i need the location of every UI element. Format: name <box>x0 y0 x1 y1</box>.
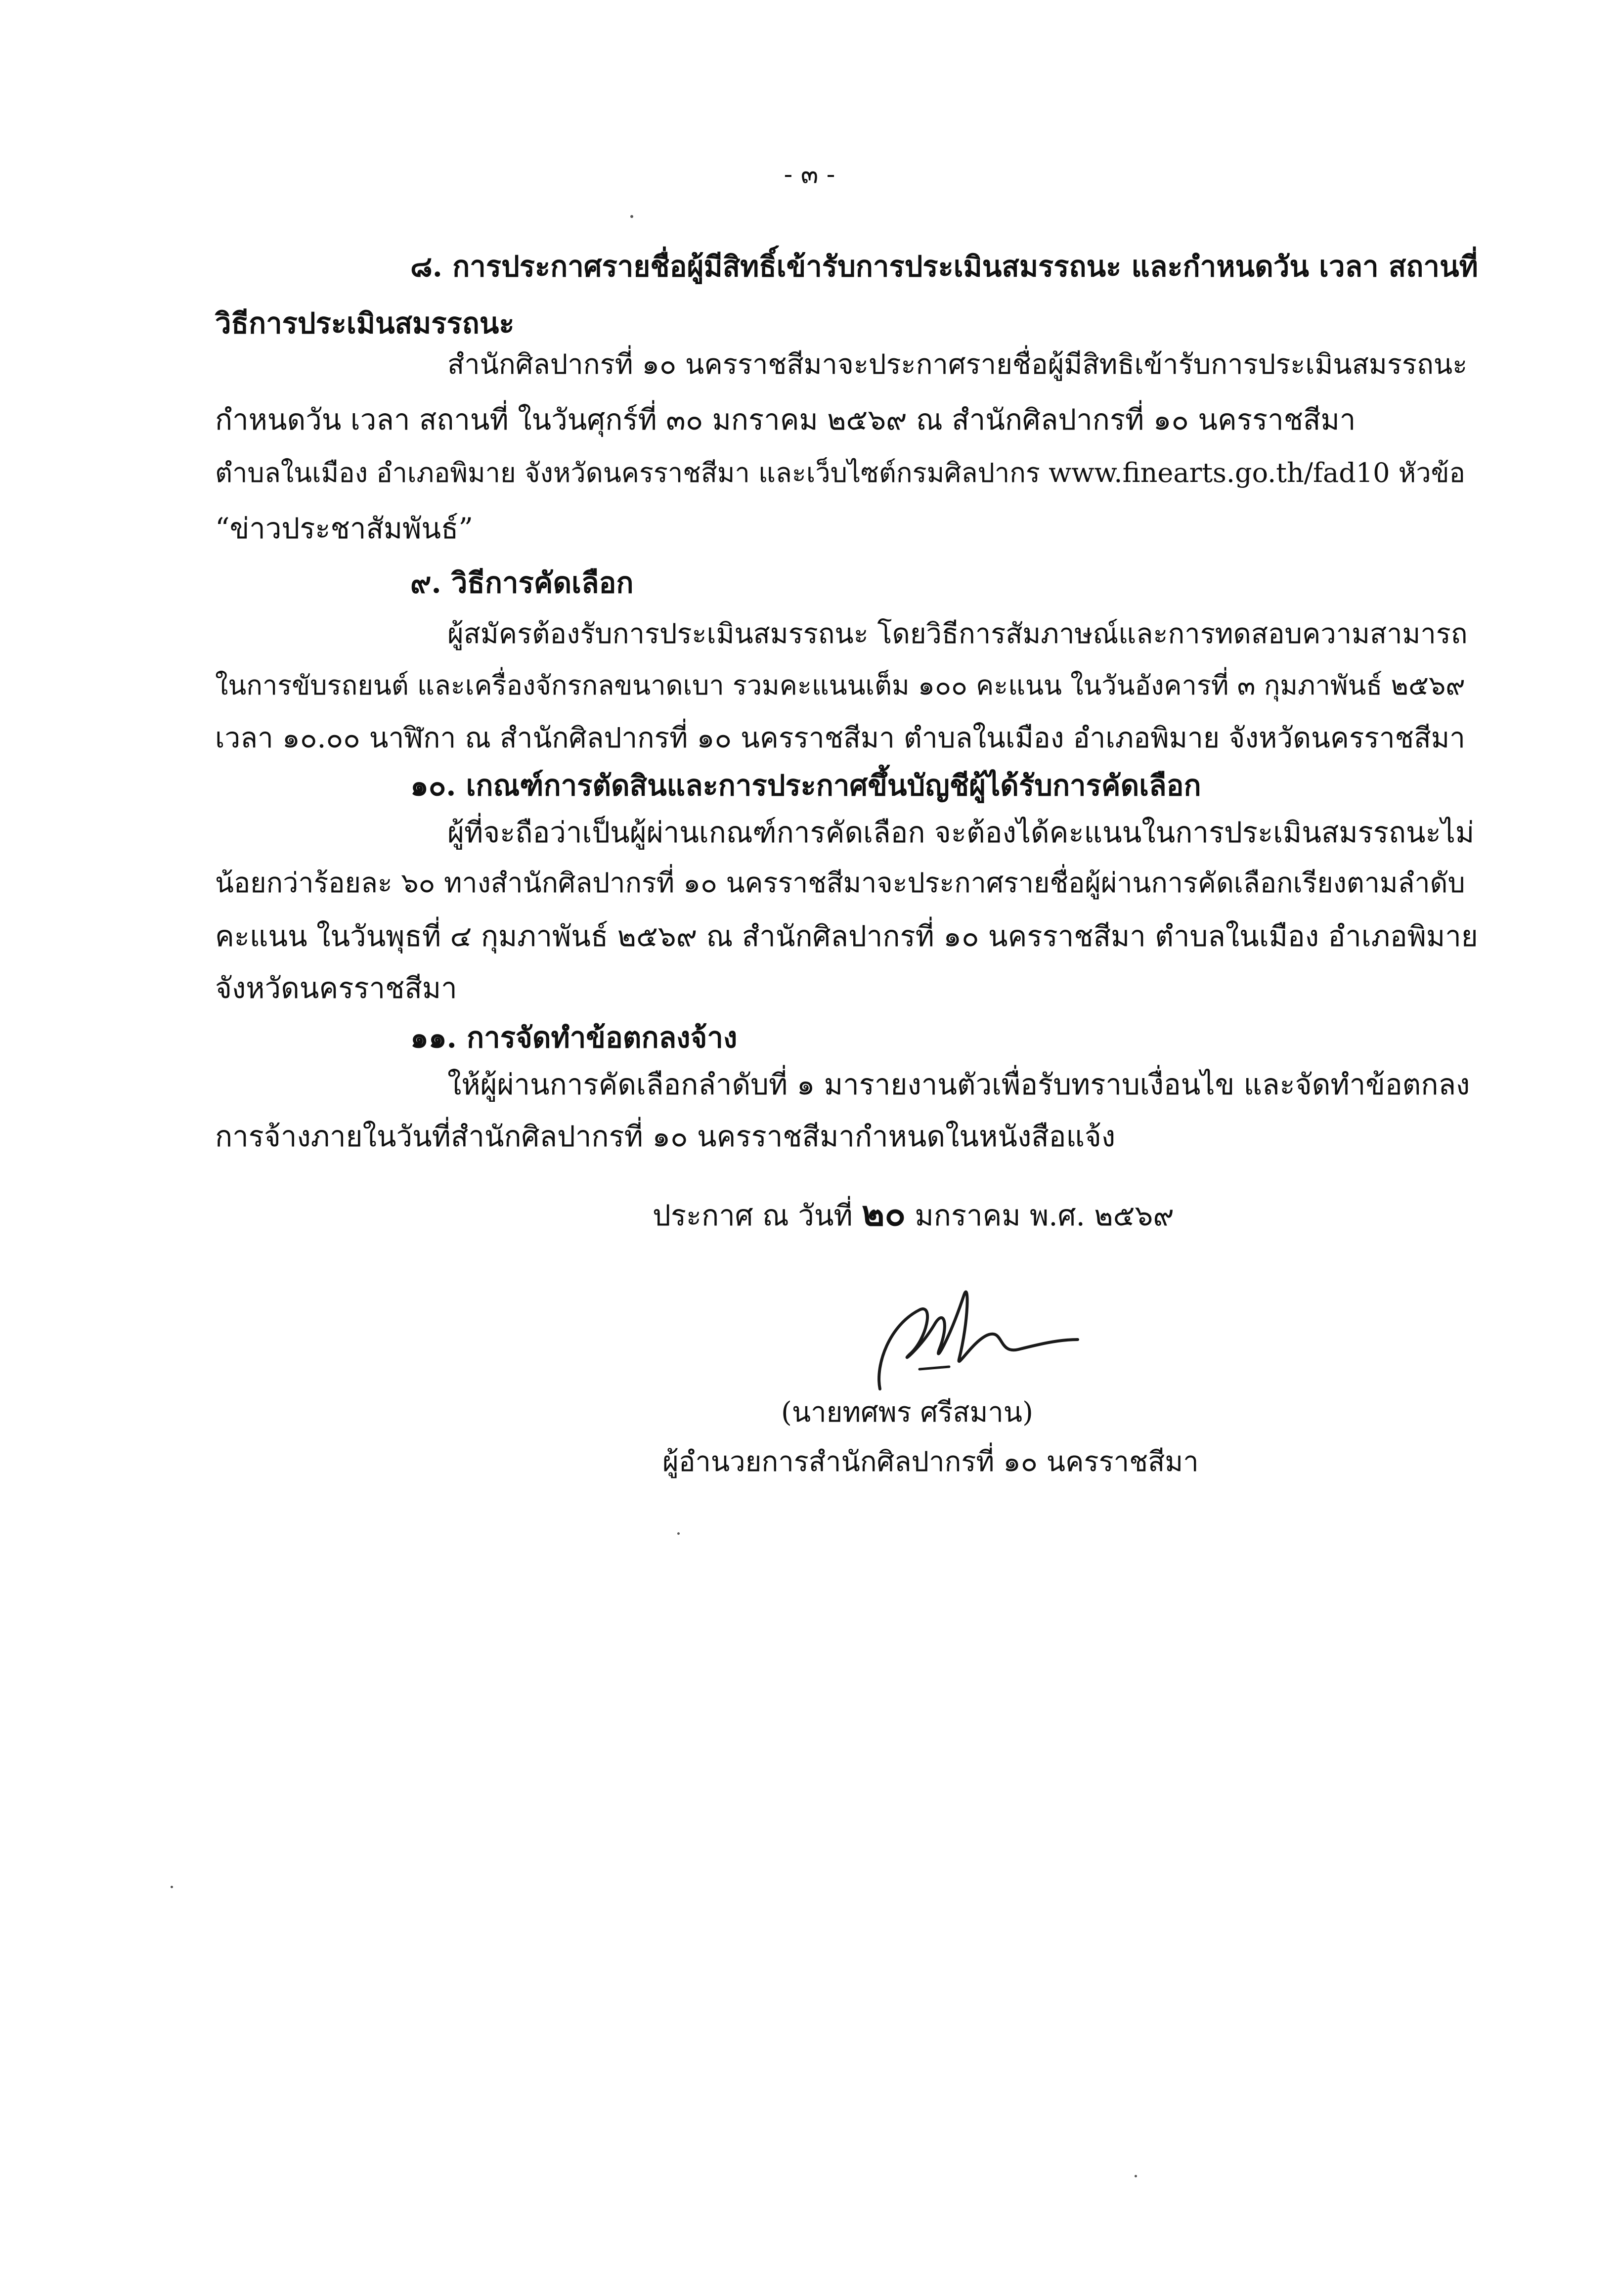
section11-paragraph-line: การจ้างภายในวันที่สำนักศิลปากรที่ ๑๐ นครราชสีมากำหนดในหนังสือแจ้ง <box>215 1120 1116 1153</box>
handwritten-signature <box>643 1265 1137 1414</box>
announcement-prefix: ประกาศ ณ วันที่ <box>653 1199 853 1232</box>
scan-speck <box>171 1886 173 1888</box>
announcement-date <box>653 1193 1174 1234</box>
section10-paragraph-line: จังหวัดนครราชสีมา <box>215 971 457 1005</box>
section8-heading: ๘. การประกาศรายชื่อผู้มีสิทธิ์เข้ารับการประเมินสมรรถนะ และกำหนดวัน เวลา สถานที่ <box>410 250 1478 283</box>
signatory-name: (นายทศพร ศรีสมาน) <box>781 1396 1033 1429</box>
signatory-position: ผู้อำนวยการสำนักศิลปากรที่ ๑๐ นครราชสีมา <box>662 1446 1199 1478</box>
section8-paragraph-line: ตำบลในเมือง อำเภอพิมาย จังหวัดนครราชสีมา และเว็บไซต์กรมศิลปากร www.finearts.go.th/fad10 หัวข้อ <box>215 457 1465 488</box>
page-number: - ๓ - <box>784 160 835 189</box>
section9-paragraph-line: ในการขับรถยนต์ และเครื่องจักรกลขนาดเบา รวมคะแนนเต็ม ๑๐๐ คะแนน ในวันอังคารที่ ๓ กุมภาพันธ์ ๒๕๖๙ <box>215 670 1465 701</box>
section9-paragraph-line: เวลา ๑๐.๐๐ นาฬิกา ณ สำนักศิลปากรที่ ๑๐ นครราชสีมา ตำบลในเมือง อำเภอพิมาย จังหวัดนครราชสีมา <box>215 722 1465 754</box>
announcement-suffix: มกราคม พ.ศ. ๒๕๖๙ <box>915 1199 1174 1232</box>
scan-speck <box>677 1532 680 1535</box>
section10-paragraph-line: คะแนน ในวันพุธที่ ๔ กุมภาพันธ์ ๒๕๖๙ ณ สำนักศิลปากรที่ ๑๐ นครราชสีมา ตำบลในเมือง อำเภอพิมาย <box>215 919 1478 953</box>
section11-paragraph-line: ให้ผู้ผ่านการคัดเลือกลำดับที่ ๑ มารายงานตัวเพื่อรับทราบเงื่อนไข และจัดทำข้อตกลง <box>447 1068 1470 1101</box>
section10-paragraph-line: น้อยกว่าร้อยละ ๖๐ ทางสำนักศิลปากรที่ ๑๐ นครราชสีมาจะประกาศรายชื่อผู้ผ่านการคัดเลือกเรียงตามลำดับ <box>215 867 1465 899</box>
section8-paragraph-line: กำหนดวัน เวลา สถานที่ ในวันศุกร์ที่ ๓๐ มกราคม ๒๕๖๙ ณ สำนักศิลปากรที่ ๑๐ นครราชสีมา <box>215 403 1356 436</box>
section8-paragraph-line: สำนักศิลปากรที่ ๑๐ นครราชสีมาจะประกาศรายชื่อผู้มีสิทธิเข้ารับการประเมินสมรรถนะ <box>447 348 1468 381</box>
section9-paragraph-line: ผู้สมัครต้องรับการประเมินสมรรถนะ โดยวิธีการสัมภาษณ์และการทดสอบความสามารถ <box>447 618 1468 650</box>
section8-heading-cont: วิธีการประเมินสมรรถนะ <box>215 306 515 340</box>
section10-paragraph-line: ผู้ที่จะถือว่าเป็นผู้ผ่านเกณฑ์การคัดเลือก จะต้องได้คะแนนในการประเมินสมรรถนะไม่ <box>447 816 1475 849</box>
section9-heading: ๙. วิธีการคัดเลือก <box>410 566 634 600</box>
scan-speck <box>630 215 633 218</box>
section11-heading: ๑๑. การจัดทำข้อตกลงจ้าง <box>410 1021 738 1054</box>
section8-paragraph-line: “ข่าวประชาสัมพันธ์” <box>215 512 474 545</box>
announcement-day: ๒๐ <box>862 1193 906 1234</box>
scan-speck <box>1135 2175 1137 2177</box>
section10-heading: ๑๐. เกณฑ์การตัดสินและการประกาศขึ้นบัญชีผู้ได้รับการคัดเลือก <box>410 769 1201 802</box>
